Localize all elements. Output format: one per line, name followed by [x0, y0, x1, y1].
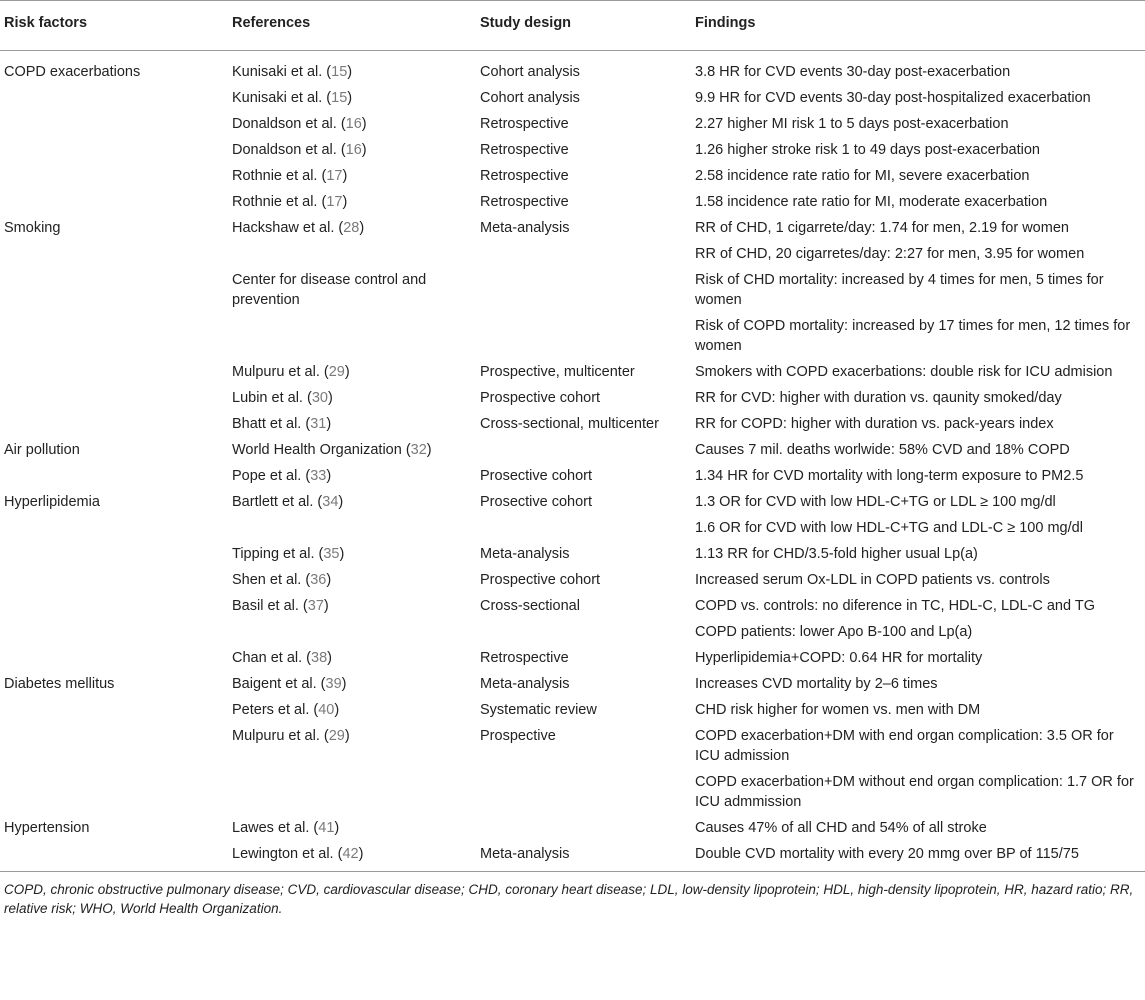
table-row	[0, 359, 1145, 385]
cell-reference: Basil et al. (37)	[232, 598, 329, 614]
table-row	[0, 215, 1145, 241]
reference-author: Tipping et al.	[232, 546, 315, 562]
reference-author: Bhatt et al.	[232, 416, 302, 432]
cell-reference: Lubin et al. (30)	[232, 390, 333, 406]
cell-risk-factor: Smoking	[4, 220, 61, 236]
cell-risk-factor	[0, 841, 228, 872]
cell-risk-factor	[0, 411, 228, 437]
table-header	[0, 1, 1145, 51]
reference-number-link[interactable]: 34	[322, 494, 339, 510]
reference-number-link[interactable]: 41	[318, 820, 335, 836]
cell-reference: Tipping et al. (35)	[232, 546, 345, 562]
cell-study-design: Prosective cohort	[480, 494, 593, 510]
cell-finding: RR of CHD, 1 cigarrete/day: 1.74 for men, 2.19 for women	[695, 220, 1069, 236]
table-row	[0, 241, 1145, 267]
cell-study-design	[476, 437, 691, 463]
cell-study-design	[476, 241, 691, 267]
cell-finding: COPD vs. controls: no diference in TC, HDL-C, LDL-C and TG	[695, 598, 1095, 614]
cell-reference: Donaldson et al. (16)	[232, 142, 367, 158]
cell-risk-factor	[0, 769, 228, 815]
cell-reference: Donaldson et al. (16)	[232, 116, 367, 132]
cell-risk-factor: Diabetes mellitus	[4, 676, 115, 692]
cell-finding: RR of CHD, 20 cigarretes/day: 2:27 for men, 3.95 for women	[695, 246, 1085, 262]
cell-risk-factor	[0, 541, 228, 567]
cell-finding: Increased serum Ox-LDL in COPD patients vs. controls	[695, 572, 1050, 588]
cell-reference: Chan et al. (38)	[232, 650, 332, 666]
cell-finding: COPD patients: lower Apo B-100 and Lp(a)	[695, 624, 973, 640]
table-row	[0, 313, 1145, 359]
reference-number-link[interactable]: 39	[325, 676, 342, 692]
cell-reference: Rothnie et al. (17)	[232, 168, 348, 184]
cell-risk-factor	[0, 697, 228, 723]
header-risk-factors: Risk factors	[0, 1, 228, 51]
reference-author: Peters et al.	[232, 702, 310, 718]
table-row	[0, 515, 1145, 541]
reference-number-link[interactable]: 30	[311, 390, 328, 406]
cell-reference: Baigent et al. (39)	[232, 676, 347, 692]
reference-number-link[interactable]: 35	[323, 546, 340, 562]
cell-study-design: Retrospective	[480, 650, 569, 666]
cell-risk-factor	[0, 241, 228, 267]
cell-finding: 1.6 OR for CVD with low HDL-C+TG and LDL-C ≥ 100 mg/dl	[695, 520, 1083, 536]
cell-reference: Lewington et al. (42)	[228, 841, 476, 872]
table-row	[0, 163, 1145, 189]
cell-risk-factor	[0, 723, 228, 769]
cell-reference	[228, 769, 476, 815]
reference-number-link[interactable]: 29	[328, 364, 345, 380]
cell-finding: RR for COPD: higher with duration vs. pack-years index	[695, 416, 1054, 432]
table-row	[0, 51, 1145, 86]
cell-finding: 1.13 RR for CHD/3.5-fold higher usual Lp(a)	[695, 546, 978, 562]
reference-author: World Health Organization	[232, 442, 402, 458]
table-row	[0, 85, 1145, 111]
reference-author: Donaldson et al.	[232, 142, 337, 158]
cell-risk-factor	[0, 189, 228, 215]
cell-reference: Shen et al. (36)	[232, 572, 332, 588]
reference-number-link[interactable]: 42	[342, 846, 359, 862]
table-row	[0, 541, 1145, 567]
cell-reference: Mulpuru et al. (29)	[232, 728, 350, 744]
table-row	[0, 697, 1145, 723]
cell-finding: Double CVD mortality with every 20 mmg over BP of 115/75	[691, 841, 1145, 872]
table-row	[0, 723, 1145, 769]
reference-number-link[interactable]: 36	[310, 572, 327, 588]
cell-risk-factor	[0, 111, 228, 137]
cell-finding: 1.58 incidence rate ratio for MI, moderate exacerbation	[695, 194, 1048, 210]
reference-author: Baigent et al.	[232, 676, 317, 692]
reference-author: Lawes et al.	[232, 820, 310, 836]
table-row	[0, 267, 1145, 313]
cell-reference: Hackshaw et al. (28)	[232, 220, 365, 236]
cell-finding: Causes 7 mil. deaths worlwide: 58% CVD and 18% COPD	[695, 442, 1070, 458]
table-row	[0, 769, 1145, 815]
cell-finding: Risk of CHD mortality: increased by 4 times for men, 5 times for women	[695, 272, 1104, 308]
reference-author: Shen et al.	[232, 572, 302, 588]
cell-reference: Pope et al. (33)	[232, 468, 332, 484]
table-row	[0, 619, 1145, 645]
cell-study-design: Retrospective	[480, 168, 569, 184]
cell-study-design: Cohort analysis	[480, 64, 580, 80]
cell-finding: 1.34 HR for CVD mortality with long-term exposure to PM2.5	[695, 468, 1084, 484]
table-row	[0, 437, 1145, 463]
table-row	[0, 593, 1145, 619]
cell-reference: Bhatt et al. (31)	[232, 416, 332, 432]
cell-risk-factor	[0, 267, 228, 313]
cell-risk-factor	[0, 619, 228, 645]
cell-study-design: Prospective cohort	[480, 390, 601, 406]
reference-number-link[interactable]: 15	[331, 90, 348, 106]
cell-risk-factor	[0, 385, 228, 411]
reference-number-link[interactable]: 15	[331, 64, 348, 80]
cell-finding: 2.58 incidence rate ratio for MI, severe exacerbation	[695, 168, 1030, 184]
cell-finding: 3.8 HR for CVD events 30-day post-exacerbation	[695, 64, 1011, 80]
cell-study-design	[476, 769, 691, 815]
cell-reference: Kunisaki et al. (15)	[232, 90, 353, 106]
table-row	[0, 463, 1145, 489]
reference-number-link[interactable]: 17	[326, 194, 343, 210]
cell-finding: COPD exacerbation+DM without end organ complication: 1.7 OR for ICU admmission	[695, 774, 1134, 810]
cell-finding: Risk of COPD mortality: increased by 17 times for men, 12 times for women	[695, 318, 1131, 354]
table-row	[0, 815, 1145, 841]
cell-study-design: Retrospective	[480, 116, 569, 132]
cell-finding: Smokers with COPD exacerbations: double risk for ICU admision	[695, 364, 1113, 380]
table-row	[0, 411, 1145, 437]
cell-finding: RR for CVD: higher with duration vs. qaunity smoked/day	[695, 390, 1062, 406]
cell-study-design: Meta-analysis	[476, 841, 691, 872]
cell-reference: Mulpuru et al. (29)	[232, 364, 350, 380]
reference-author: Basil et al.	[232, 598, 299, 614]
cell-reference	[228, 267, 476, 313]
cell-study-design: Meta-analysis	[480, 546, 570, 562]
cell-risk-factor	[0, 645, 228, 671]
reference-author: Lubin et al.	[232, 390, 303, 406]
cell-study-design: Cross-sectional, multicenter	[480, 416, 659, 432]
cell-risk-factor	[0, 137, 228, 163]
cell-study-design	[476, 619, 691, 645]
cell-finding: 9.9 HR for CVD events 30-day post-hospitalized exacerbation	[695, 90, 1091, 106]
reference-author: Kunisaki et al.	[232, 90, 323, 106]
reference-author: Rothnie et al.	[232, 168, 318, 184]
cell-study-design: Cohort analysis	[480, 90, 580, 106]
cell-finding: Hyperlipidemia+COPD: 0.64 HR for mortality	[695, 650, 983, 666]
table-row	[0, 567, 1145, 593]
reference-number-link[interactable]: 37	[307, 598, 324, 614]
cell-study-design: Prosective cohort	[480, 468, 593, 484]
cell-risk-factor	[0, 163, 228, 189]
cell-finding: CHD risk higher for women vs. men with DM	[695, 702, 981, 718]
table-footnote: COPD, chronic obstructive pulmonary disease; CVD, cardiovascular disease; CHD, coronary heart disease; LDL, low-density lipoprotein; HDL, high-density lipoprotein, HR, hazard ratio; RR, relative risk; WHO, World Health Organization.	[4, 882, 1134, 916]
cell-finding: 1.26 higher stroke risk 1 to 49 days post-exacerbation	[695, 142, 1040, 158]
header-study-design: Study design	[476, 1, 691, 51]
cell-study-design	[476, 515, 691, 541]
reference-author: Pope et al.	[232, 468, 302, 484]
cell-risk-factor: COPD exacerbations	[4, 64, 141, 80]
cell-risk-factor	[0, 85, 228, 111]
reference-author: Mulpuru et al.	[232, 364, 320, 380]
cell-risk-factor: Hypertension	[4, 820, 90, 836]
reference-author: Bartlett et al.	[232, 494, 314, 510]
reference-author: Mulpuru et al.	[232, 728, 320, 744]
table-row	[0, 841, 1145, 872]
cell-reference	[228, 313, 476, 359]
cell-finding: 2.27 higher MI risk 1 to 5 days post-exacerbation	[695, 116, 1009, 132]
reference-author: Rothnie et al.	[232, 194, 318, 210]
reference-author: Kunisaki et al.	[232, 64, 323, 80]
reference-number-link[interactable]: 38	[311, 650, 328, 666]
reference-author: Center for disease control and prevention	[232, 272, 427, 308]
cell-reference	[228, 515, 476, 541]
table-row	[0, 189, 1145, 215]
cell-risk-factor: Air pollution	[4, 442, 80, 458]
cell-reference: Lawes et al. (41)	[232, 820, 340, 836]
reference-author: Hackshaw et al.	[232, 220, 335, 236]
reference-number-link[interactable]: 28	[343, 220, 360, 236]
reference-author: Donaldson et al.	[232, 116, 337, 132]
cell-study-design: Meta-analysis	[480, 220, 570, 236]
cell-reference: Kunisaki et al. (15)	[232, 64, 353, 80]
table-row	[0, 385, 1145, 411]
header-findings: Findings	[691, 1, 1145, 51]
cell-finding: COPD exacerbation+DM with end organ complication: 3.5 OR for ICU admission	[695, 728, 1114, 764]
cell-study-design: Retrospective	[480, 142, 569, 158]
reference-number-link[interactable]: 29	[328, 728, 345, 744]
table-body	[0, 51, 1145, 872]
cell-risk-factor	[0, 567, 228, 593]
cell-reference: World Health Organization (32)	[232, 442, 432, 458]
cell-finding: Increases CVD mortality by 2–6 times	[695, 676, 938, 692]
cell-risk-factor	[0, 313, 228, 359]
reference-number-link[interactable]: 16	[345, 116, 362, 132]
cell-study-design	[476, 267, 691, 313]
cell-reference	[228, 619, 476, 645]
cell-study-design: Prospective	[480, 728, 556, 744]
cell-study-design: Systematic review	[480, 702, 597, 718]
table-row	[0, 489, 1145, 515]
cell-finding: Causes 47% of all CHD and 54% of all stroke	[695, 820, 987, 836]
cell-study-design: Prospective, multicenter	[480, 364, 635, 380]
cell-reference	[228, 241, 476, 267]
cell-risk-factor	[0, 593, 228, 619]
cell-study-design: Retrospective	[480, 194, 569, 210]
cell-study-design: Cross-sectional	[480, 598, 580, 614]
cell-reference: Bartlett et al. (34)	[232, 494, 344, 510]
reference-number-link[interactable]: 31	[310, 416, 327, 432]
cell-reference: Peters et al. (40)	[232, 702, 340, 718]
header-references: References	[228, 1, 476, 51]
cell-risk-factor: Hyperlipidemia	[4, 494, 100, 510]
reference-author: Chan et al.	[232, 650, 303, 666]
table-row	[0, 645, 1145, 671]
reference-number-link[interactable]: 33	[310, 468, 327, 484]
cell-study-design	[476, 815, 691, 841]
cell-study-design: Prospective cohort	[480, 572, 601, 588]
table-row	[0, 111, 1145, 137]
table-row	[0, 671, 1145, 697]
cell-risk-factor	[0, 359, 228, 385]
cell-risk-factor	[0, 463, 228, 489]
table-row	[0, 137, 1145, 163]
cell-finding: 1.3 OR for CVD with low HDL-C+TG or LDL ≥ 100 mg/dl	[695, 494, 1056, 510]
cell-study-design: Meta-analysis	[480, 676, 570, 692]
reference-author: Lewington et al.	[232, 846, 334, 862]
reference-number-link[interactable]: 17	[326, 168, 343, 184]
cell-risk-factor	[0, 515, 228, 541]
reference-number-link[interactable]: 16	[345, 142, 362, 158]
cell-study-design	[476, 313, 691, 359]
header-row	[0, 1, 1145, 51]
reference-number-link[interactable]: 32	[410, 442, 427, 458]
cell-reference: Rothnie et al. (17)	[232, 194, 348, 210]
reference-number-link[interactable]: 40	[318, 702, 335, 718]
